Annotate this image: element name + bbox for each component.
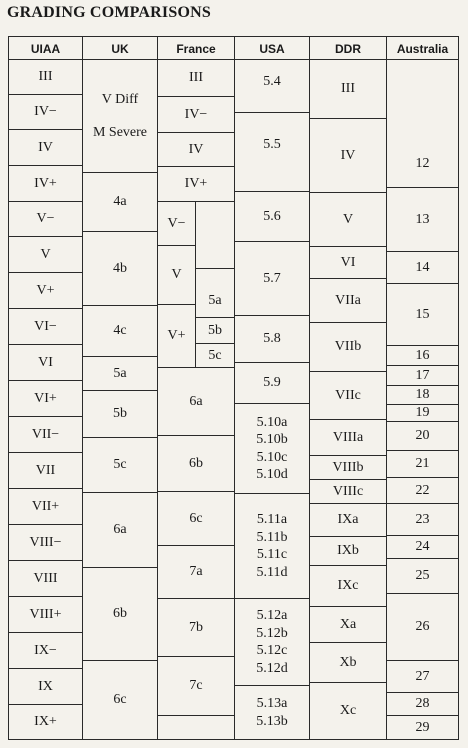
header-uk: UK — [82, 36, 158, 60]
ddr-grade: VIIIc — [309, 479, 387, 504]
ddr-grade: V — [309, 192, 387, 247]
ddr-grade: VIIIb — [309, 455, 387, 480]
ddr-grade: IXa — [309, 503, 387, 537]
france-grade: 5c — [195, 343, 235, 368]
france-grade: 7c — [157, 656, 235, 716]
uiaa-grade: IX — [8, 668, 83, 705]
ddr-grade: IV — [309, 118, 387, 193]
usa-grade: 5.5 — [234, 112, 310, 192]
australia-grade: 24 — [386, 535, 459, 559]
uk-grade: 4c — [82, 305, 158, 357]
australia-grade: 22 — [386, 477, 459, 504]
france-grade: V− — [157, 201, 196, 246]
uiaa-grade: IX+ — [8, 704, 83, 740]
uk-grade: 4b — [82, 231, 158, 306]
australia-grade: 16 — [386, 345, 459, 366]
australia-grade: 25 — [386, 558, 459, 594]
uiaa-grade: VIII — [8, 560, 83, 597]
ddr-grade: IXc — [309, 565, 387, 607]
ddr-grade: VIIa — [309, 278, 387, 323]
usa-grade: 5.10a 5.10b 5.10c 5.10d — [234, 403, 310, 494]
ddr-grade: Xa — [309, 606, 387, 643]
uiaa-grade: VIII+ — [8, 596, 83, 633]
australia-grade: 27 — [386, 660, 459, 693]
france-grade: 6c — [157, 491, 235, 546]
uk-grade: 6a — [82, 492, 158, 568]
ddr-grade: VIIb — [309, 322, 387, 372]
header-uiaa: UIAA — [8, 36, 83, 60]
uk-grade — [82, 59, 158, 173]
ddr-grade: VIIIa — [309, 419, 387, 456]
uk-grade: 5b — [82, 390, 158, 438]
australia-grade: 17 — [386, 365, 459, 386]
australia-grade: 19 — [386, 404, 459, 422]
uk-grade: 5c — [82, 437, 158, 493]
france-grade — [157, 715, 235, 740]
france-grade: 7a — [157, 545, 235, 599]
australia-grade: 14 — [386, 251, 459, 284]
uiaa-grade: IV− — [8, 94, 83, 130]
uk-grade: 4a — [82, 172, 158, 232]
australia-grade: 18 — [386, 385, 459, 405]
australia-grade: 15 — [386, 283, 459, 346]
ddr-grade: Xc — [309, 682, 387, 740]
ddr-grade: Xb — [309, 642, 387, 683]
uiaa-grade: V+ — [8, 272, 83, 309]
ddr-grade: VIIc — [309, 371, 387, 420]
france-grade: 5b — [195, 317, 235, 344]
usa-grade: 5.8 — [234, 315, 310, 363]
france-grade: 6b — [157, 435, 235, 492]
usa-grade: 5.6 — [234, 191, 310, 242]
uiaa-grade: V− — [8, 201, 83, 237]
france-grade: V — [157, 245, 196, 305]
uk-grade: 6b — [82, 567, 158, 661]
usa-grade: 5.13a 5.13b — [234, 685, 310, 740]
header-france: France — [157, 36, 235, 60]
france-grade: IV+ — [157, 166, 235, 202]
header-australia: Australia — [386, 36, 459, 60]
uiaa-grade: V — [8, 236, 83, 273]
france-grade: IV− — [157, 96, 235, 133]
usa-grade: 5.7 — [234, 241, 310, 316]
usa-grade: 5.11a 5.11b 5.11c 5.11d — [234, 493, 310, 599]
uk-grade-label: M Severe — [92, 125, 148, 140]
australia-grade: 26 — [386, 593, 459, 661]
uk-grade: 5a — [82, 356, 158, 391]
france-grade: 6a — [157, 367, 235, 436]
australia-grade: 12 — [386, 59, 459, 188]
ddr-grade: III — [309, 59, 387, 119]
france-grade: 5a — [195, 268, 235, 318]
uiaa-grade: IX− — [8, 632, 83, 669]
uk-grade-label: V Diff — [101, 91, 139, 107]
header-ddr: DDR — [309, 36, 387, 60]
australia-grade: 13 — [386, 187, 459, 252]
uiaa-grade: VIII− — [8, 524, 83, 561]
uiaa-grade: IV — [8, 129, 83, 166]
page-title: GRADING COMPARISONS — [7, 4, 211, 21]
usa-grade: 5.12a 5.12b 5.12c 5.12d — [234, 598, 310, 686]
australia-grade: 28 — [386, 692, 459, 716]
ddr-grade: VI — [309, 246, 387, 279]
france-grade: III — [157, 59, 235, 97]
france-grade: IV — [157, 132, 235, 167]
usa-grade: 5.4 — [234, 59, 310, 113]
uiaa-grade: VII — [8, 452, 83, 489]
header-usa: USA — [234, 36, 310, 60]
usa-grade: 5.9 — [234, 362, 310, 404]
uiaa-grade: VII− — [8, 416, 83, 453]
ddr-grade: IXb — [309, 536, 387, 566]
australia-grade: 20 — [386, 421, 459, 451]
uiaa-grade: III — [8, 59, 83, 95]
australia-grade: 23 — [386, 503, 459, 536]
uiaa-grade: VI− — [8, 308, 83, 345]
uk-grade: 6c — [82, 660, 158, 740]
uiaa-grade: VI+ — [8, 380, 83, 417]
uiaa-grade: IV+ — [8, 165, 83, 202]
uiaa-grade: VI — [8, 344, 83, 381]
france-grade: 7b — [157, 598, 235, 657]
uiaa-grade: VII+ — [8, 488, 83, 525]
australia-grade: 21 — [386, 450, 459, 478]
australia-grade: 29 — [386, 715, 459, 740]
france-grade: V+ — [157, 304, 196, 368]
france-grade — [195, 201, 235, 269]
